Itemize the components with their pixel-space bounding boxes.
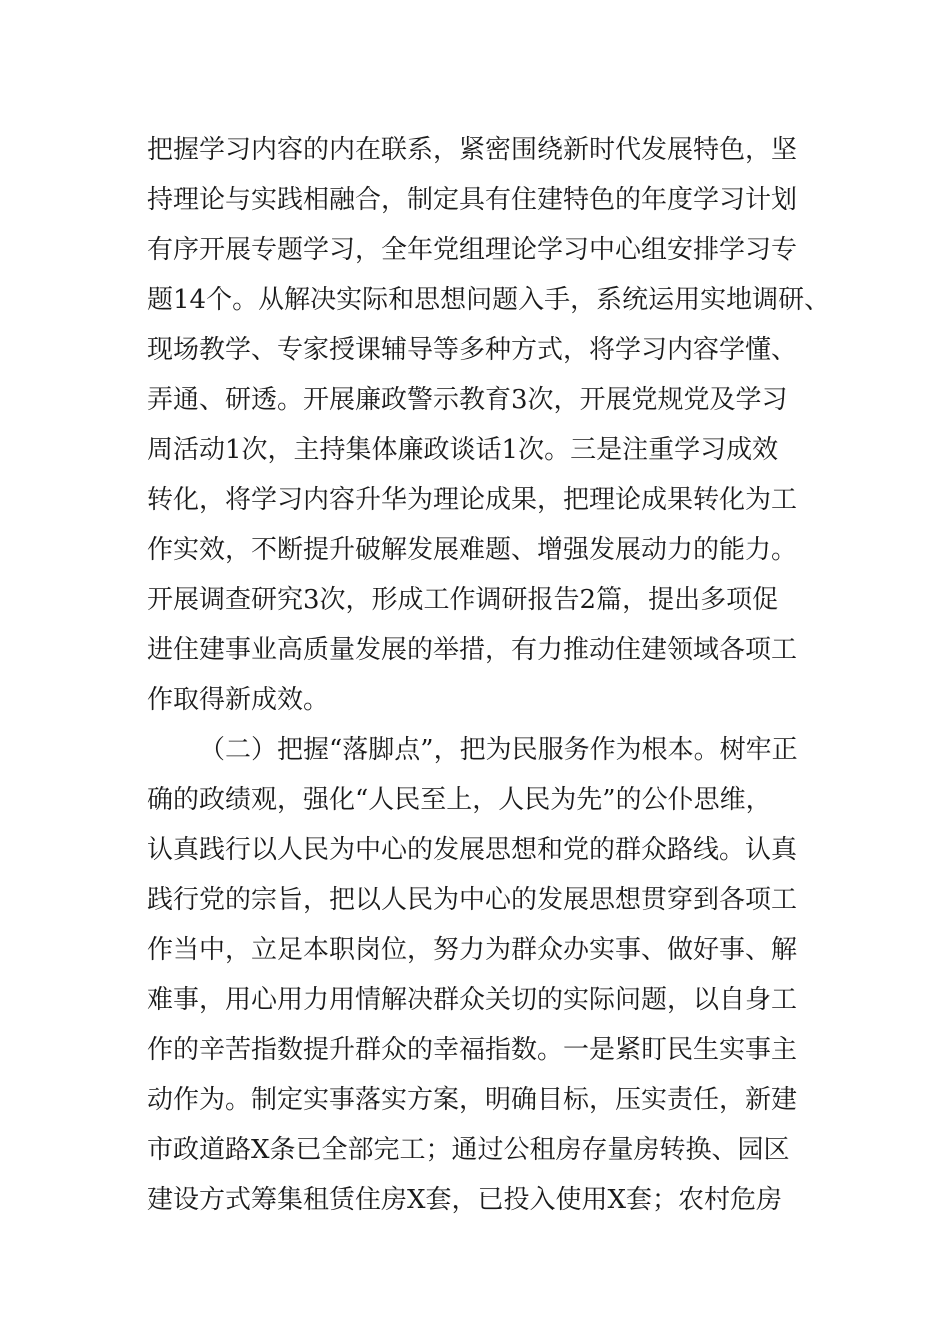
paragraph-line: 动作为。制定实事落实方案，明确目标，压实责任，新建	[147, 1085, 798, 1115]
paragraph-line: 有序开展专题学习，全年党组理论学习中心组安排学习专	[147, 235, 798, 265]
paragraph-line: 转化，将学习内容升华为理论成果，把理论成果转化为工	[147, 485, 798, 515]
paragraph-line: 周活动1次，主持集体廉政谈话1次。三是注重学习成效	[147, 435, 779, 465]
paragraph-line: 题14个。从解决实际和思想问题入手，系统运用实地调研、	[147, 285, 831, 315]
paragraph-line: 持理论与实践相融合，制定具有住建特色的年度学习计划	[147, 185, 798, 215]
paragraph-line: 弄通、研透。开展廉政警示教育3次，开展党规党及学习	[147, 385, 788, 415]
paragraph-line: 确的政绩观，强化“人民至上，人民为先”的公仆思维，	[147, 785, 772, 815]
paragraph-line: 开展调查研究3次，形成工作调研报告2篇，提出多项促	[147, 585, 779, 615]
paragraph-line: 现场教学、专家授课辅导等多种方式，将学习内容学懂、	[147, 335, 798, 365]
paragraph-line: 进住建事业高质量发展的举措，有力推动住建领域各项工	[147, 635, 798, 665]
paragraph-line: 难事，用心用力用情解决群众关切的实际问题，以自身工	[147, 985, 798, 1015]
paragraph-line: 践行党的宗旨，把以人民为中心的发展思想贯穿到各项工	[147, 885, 798, 915]
paragraph-line: 市政道路X条已全部完工；通过公租房存量房转换、园区	[147, 1135, 790, 1165]
paragraph-line: 把握学习内容的内在联系，紧密围绕新时代发展特色，坚	[147, 135, 798, 165]
paragraph-line: 作取得新成效。	[147, 685, 330, 715]
paragraph-line: 作当中，立足本职岗位，努力为群众办实事、做好事、解	[147, 935, 798, 965]
section-heading-line: （二）把握“落脚点”，把为民服务作为根本。树牢正	[199, 735, 798, 765]
paragraph-line: 建设方式筹集租赁住房X套，已投入使用X套；农村危房	[147, 1185, 783, 1215]
paragraph-line: 作的辛苦指数提升群众的幸福指数。一是紧盯民生实事主	[147, 1035, 798, 1065]
paragraph-line: 认真践行以人民为中心的发展思想和党的群众路线。认真	[147, 835, 798, 865]
paragraph-line: 作实效，不断提升破解发展难题、增强发展动力的能力。	[147, 535, 798, 565]
